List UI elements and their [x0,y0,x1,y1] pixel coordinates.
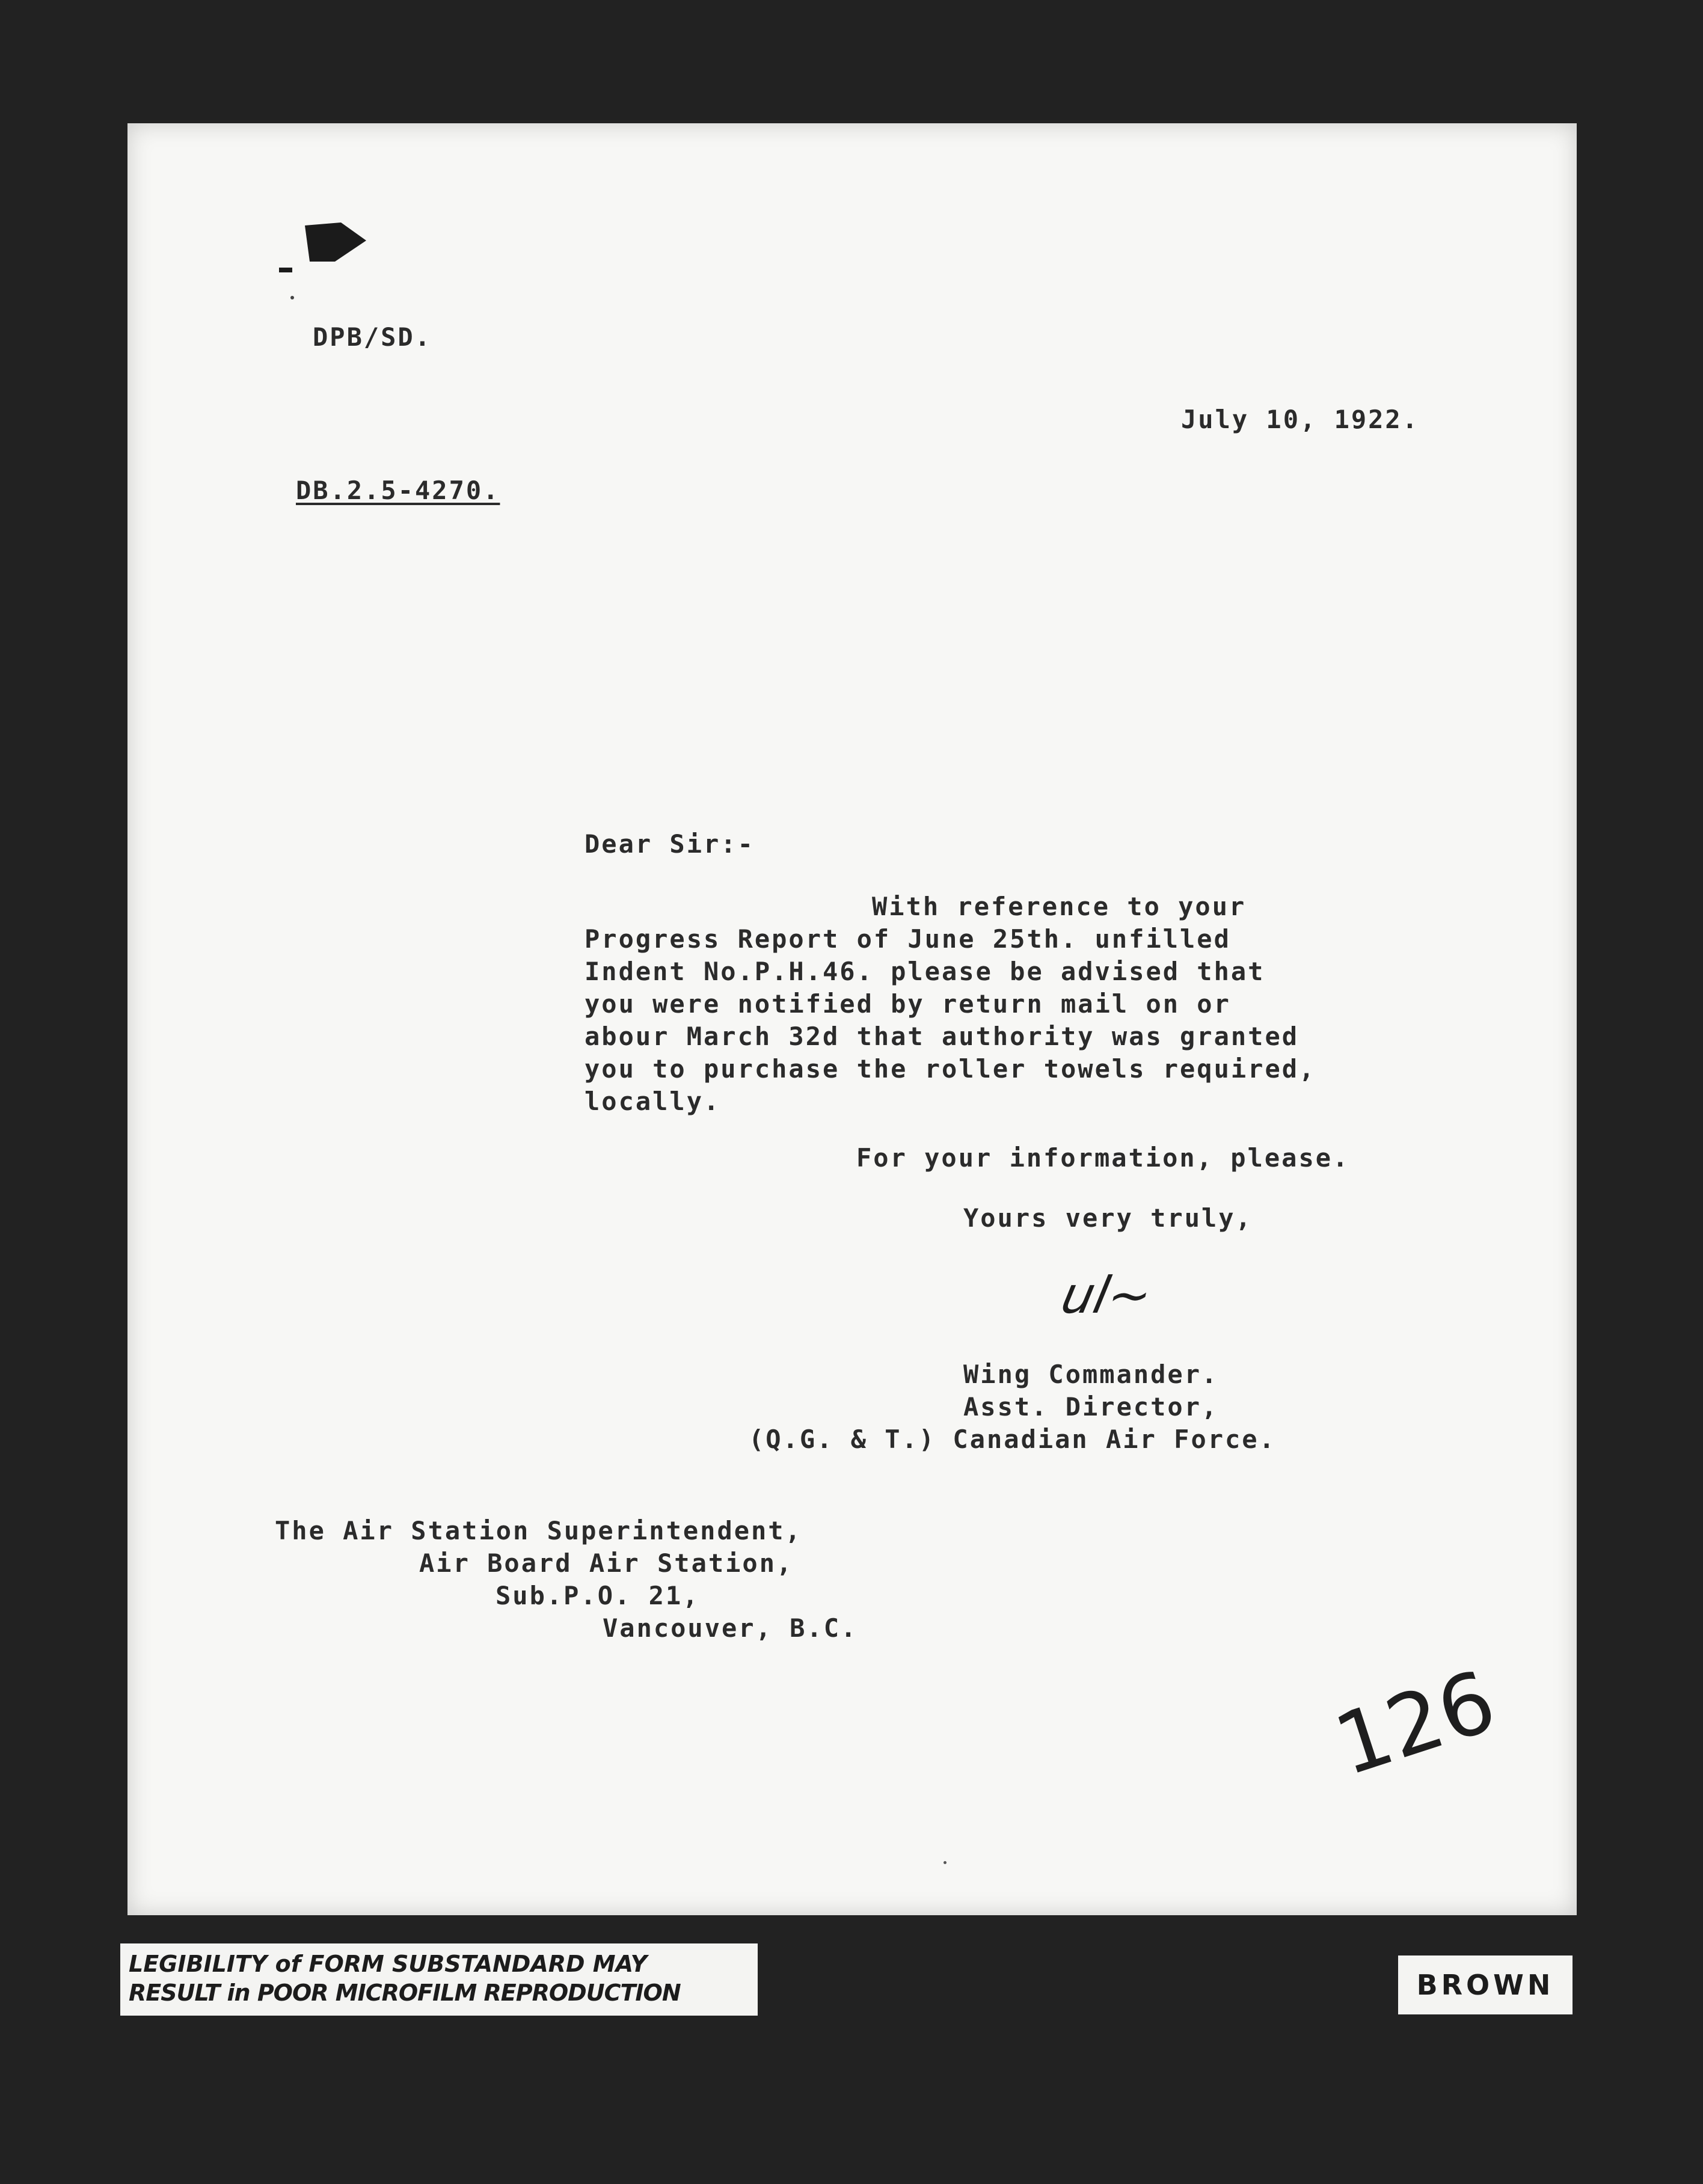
legibility-notice-line: LEGIBILITY of FORM SUBSTANDARD MAY [129,1951,648,1977]
body-line: abour March 32d that authority was granted [585,1022,1299,1051]
file-code: DPB/SD. [313,322,432,352]
legibility-notice-label [120,1943,758,2016]
salutation: Dear Sir:- [585,829,755,859]
body-line: Indent No.P.H.46. please be advised that [585,957,1265,986]
ink-speck-icon [278,266,302,302]
collection-name-label [1398,1955,1573,2014]
signature-initials: ul~ [1056,1266,1158,1325]
body-line: With reference to your [872,892,1247,921]
letter-date: July 10, 1922. [1181,405,1420,434]
complimentary-close: Yours very truly, [963,1203,1253,1233]
collection-name: BROWN [1416,1969,1554,2001]
body-line: locally. [585,1087,721,1116]
page-dot [944,1861,947,1864]
ink-blot-icon [299,219,371,274]
addressee-line: Vancouver, B.C. [603,1613,858,1643]
legibility-notice-line: RESULT in POOR MICROFILM REPRODUCTION [129,1980,681,2006]
reference-number: DB.2.5-4270. [296,476,500,505]
signatory-position: Asst. Director, [963,1392,1219,1422]
letter-page [127,123,1577,1915]
page-number: 126 [1324,1652,1507,1796]
addressee-line: Sub.P.O. 21, [496,1581,700,1610]
signatory-title: Wing Commander. [963,1360,1219,1389]
addressee-line: The Air Station Superintendent, [275,1516,802,1545]
closing-note: For your information, please. [856,1143,1350,1173]
addressee-line: Air Board Air Station, [419,1548,794,1578]
body-line: you were notified by return mail on or [585,989,1231,1019]
body-line: you to purchase the roller towels required, [585,1054,1316,1084]
body-line: Progress Report of June 25th. unfilled [585,924,1231,954]
signatory-branch: (Q.G. & T.) Canadian Air Force. [749,1425,1276,1454]
